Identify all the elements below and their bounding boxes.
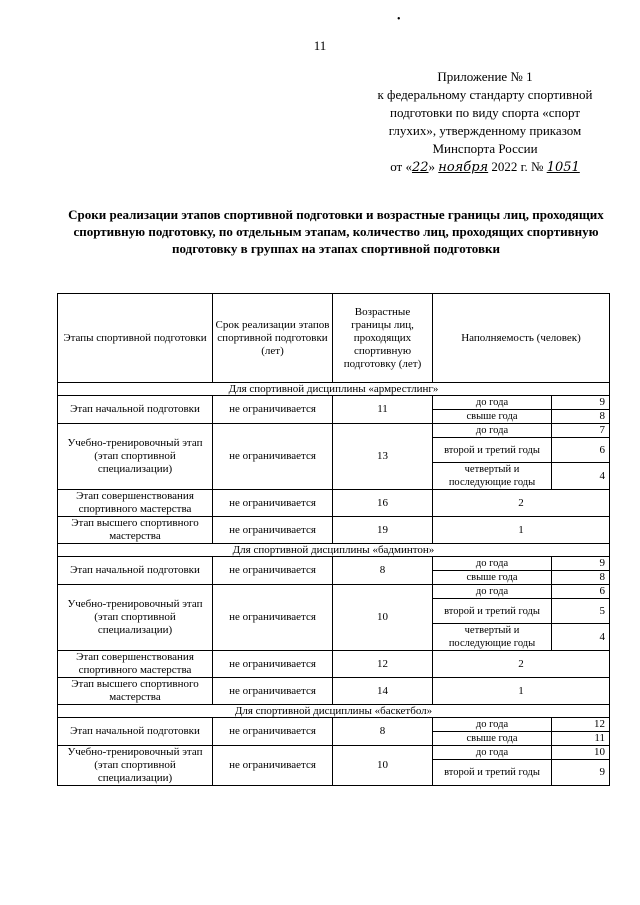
date-prefix: от «: [390, 159, 412, 174]
age-value: 16: [333, 490, 433, 517]
term-value: не ограничивается: [213, 678, 333, 705]
occupancy-value: 10: [552, 746, 610, 760]
stage-name: Учебно-тренировочный этап (этап спортивной специализации): [58, 585, 213, 651]
stage-name: Учебно-тренировочный этап (этап спортивной специализации): [58, 424, 213, 490]
table-row: [58, 396, 610, 410]
stage-name: Этап совершенствования спортивного мастерства: [58, 490, 213, 517]
occupancy-value: 6: [552, 585, 610, 599]
page-number: 11: [313, 38, 327, 53]
occupancy-value: 6: [552, 438, 610, 463]
order-number: 1051: [546, 160, 580, 175]
age-value: 13: [333, 424, 433, 490]
term-value: не ограничивается: [213, 718, 333, 746]
table-row: [58, 585, 610, 599]
term-value: не ограничивается: [213, 746, 333, 786]
age-value: 8: [333, 557, 433, 585]
age-value: 10: [333, 746, 433, 786]
stages-table: [57, 293, 610, 786]
year-label: свыше года: [433, 410, 552, 424]
discipline-name: Для спортивной дисциплины «баскетбол»: [58, 705, 610, 718]
occupancy-value: 5: [552, 599, 610, 624]
header-age: Возрастные границы лиц, проходящих спортивную подготовку (лет): [333, 294, 433, 383]
table-row: [58, 557, 610, 571]
appendix-line: к федеральному стандарту спортивной: [377, 87, 593, 102]
year-label: до года: [433, 585, 552, 599]
table-row: [58, 718, 610, 732]
table-row: [58, 517, 610, 544]
year-label: четвертый и последующие годы: [433, 463, 552, 490]
stage-name: Этап высшего спортивного мастерства: [58, 678, 213, 705]
discipline-row: [58, 705, 610, 718]
date-mid: »: [428, 159, 436, 174]
discipline-name: Для спортивной дисциплины «армрестлинг»: [58, 383, 610, 396]
year-label: до года: [433, 396, 552, 410]
term-value: не ограничивается: [213, 557, 333, 585]
appendix-line: Минспорта России: [432, 141, 538, 156]
document-title: Сроки реализации этапов спортивной подготовки и возрастные границы лиц, проходящих спортивную подготовку, по отдельным этапам, количество лиц, проходящих спортивную подготовку в группах на этапах спортивной подготовки: [68, 207, 604, 256]
year-label: до года: [433, 746, 552, 760]
age-value: 19: [333, 517, 433, 544]
year-label: до года: [433, 424, 552, 438]
header-stages: Этапы спортивной подготовки: [58, 294, 213, 383]
appendix-date-line: [350, 158, 620, 177]
year-label: до года: [433, 557, 552, 571]
term-value: не ограничивается: [213, 396, 333, 424]
table-row: [58, 651, 610, 678]
term-value: не ограничивается: [213, 490, 333, 517]
occupancy-value: 9: [552, 396, 610, 410]
year-label: до года: [433, 718, 552, 732]
occupancy-value: 12: [552, 718, 610, 732]
year-label: второй и третий годы: [433, 760, 552, 786]
appendix-line: глухих», утвержденному приказом: [388, 123, 582, 138]
table-row: [58, 746, 610, 760]
age-value: 14: [333, 678, 433, 705]
term-value: не ограничивается: [213, 585, 333, 651]
age-value: 8: [333, 718, 433, 746]
year-label: второй и третий годы: [433, 599, 552, 624]
occupancy-value: 8: [552, 571, 610, 585]
occupancy-value: 7: [552, 424, 610, 438]
term-value: не ограничивается: [213, 424, 333, 490]
header-term: Срок реализации этапов спортивной подготовки (лет): [213, 294, 333, 383]
occupancy-value: 11: [552, 732, 610, 746]
table-header-row: [58, 294, 610, 383]
stage-name: Этап высшего спортивного мастерства: [58, 517, 213, 544]
stage-name: Этап начальной подготовки: [58, 557, 213, 585]
occupancy-value: 4: [552, 624, 610, 651]
appendix-block: [350, 68, 620, 177]
scan-mark: •: [397, 14, 401, 25]
appendix-line: Приложение № 1: [437, 69, 533, 84]
age-value: 12: [333, 651, 433, 678]
appendix-line: подготовки по виду спорта «спорт: [389, 105, 581, 120]
date-day: 22: [411, 160, 429, 175]
header-occupancy: Наполняемость (человек): [433, 294, 610, 383]
term-value: не ограничивается: [213, 651, 333, 678]
year-label: свыше года: [433, 732, 552, 746]
stage-name: Этап начальной подготовки: [58, 718, 213, 746]
age-value: 10: [333, 585, 433, 651]
table-row: [58, 424, 610, 438]
stage-name: Этап совершенствования спортивного мастерства: [58, 651, 213, 678]
year-label: второй и третий годы: [433, 438, 552, 463]
discipline-name: Для спортивной дисциплины «бадминтон»: [58, 544, 610, 557]
stage-name: Этап начальной подготовки: [58, 396, 213, 424]
year-label: четвертый и последующие годы: [433, 624, 552, 651]
year-label: свыше года: [433, 571, 552, 585]
discipline-row: [58, 383, 610, 396]
stage-name: Учебно-тренировочный этап (этап спортивной специализации): [58, 746, 213, 786]
occupancy-value: 9: [552, 557, 610, 571]
date-year: 2022 г. №: [491, 159, 544, 174]
table-row: [58, 678, 610, 705]
term-value: не ограничивается: [213, 517, 333, 544]
date-month: ноября: [438, 160, 489, 175]
occupancy-value: 9: [552, 760, 610, 786]
age-value: 11: [333, 396, 433, 424]
occupancy-value: 1: [433, 517, 610, 544]
occupancy-value: 2: [433, 490, 610, 517]
occupancy-value: 2: [433, 651, 610, 678]
occupancy-value: 1: [433, 678, 610, 705]
occupancy-value: 4: [552, 463, 610, 490]
occupancy-value: 8: [552, 410, 610, 424]
discipline-row: [58, 544, 610, 557]
table-row: [58, 490, 610, 517]
